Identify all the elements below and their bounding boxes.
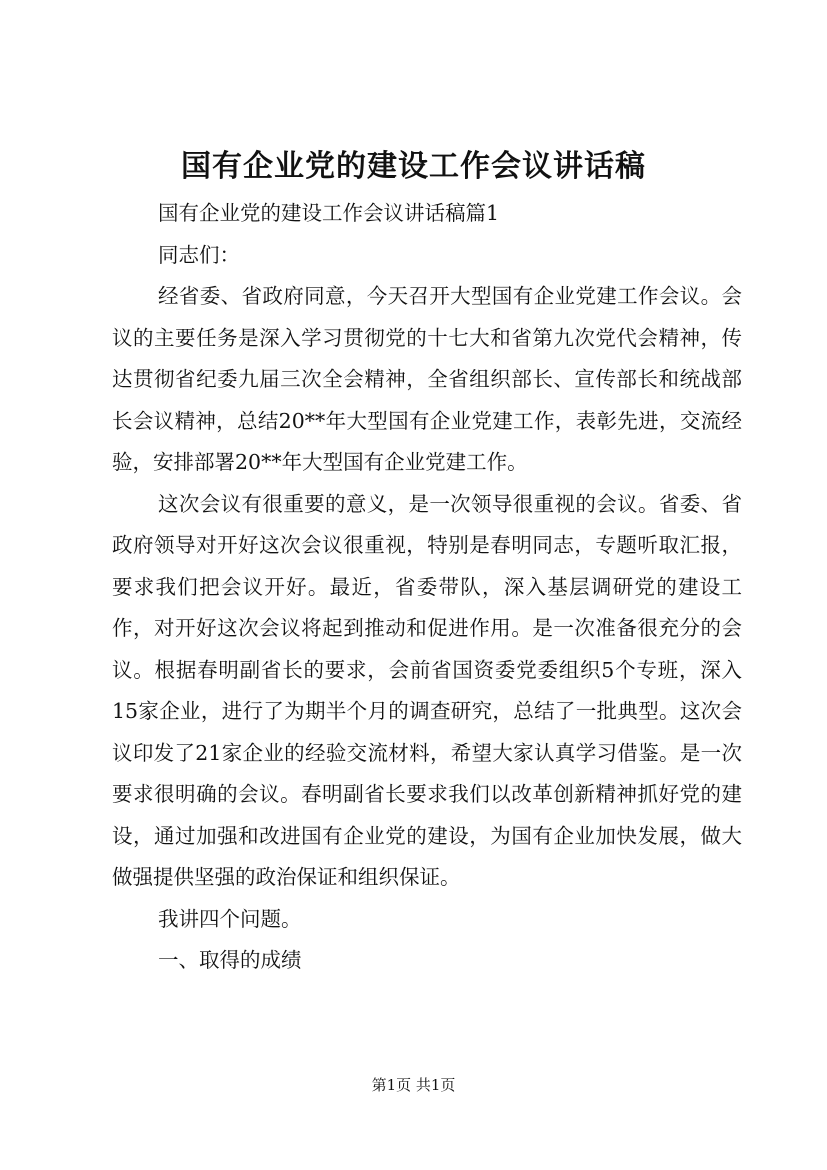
document-title: 国有企业党的建设工作会议讲话稿 <box>181 149 646 184</box>
body-paragraph: 我讲四个问题。 <box>158 906 302 931</box>
section-heading: 一、取得的成绩 <box>158 948 302 972</box>
document-body <box>112 193 742 982</box>
page-footer: 第1页 共1页 <box>371 1076 456 1094</box>
body-paragraph: 这次会议有很重要的意义，是一次领导很重视的会议。省委、省政府领导对开好这次会议很重视，特别是春明同志，专题听取汇报，要求我们把会议开好。最近，省委带队，深入基层调研党的建设工作，对开好这次会议将起到推动和促进作用。是一次准备很充分的会议。根据春明副省长的要求，会前省国资委党委组织5个专班，深入15家企业，进行了为期半个月的调查研究，总结了一批典型。这次会议印发了21家企业的经验交流材料，希望大家认真学习借鉴。是一次要求很明确的会议。春明副省长要求我们以改革创新精神抓好党的建设，通过加强和改进国有企业党的建设，为国有企业加快发展，做大做强提供坚强的政治保证和组织保证。 <box>112 491 742 889</box>
body-paragraph: 经省委、省政府同意，今天召开大型国有企业党建工作会议。会议的主要任务是深入学习贯彻党的十七大和省第九次党代会精神，传达贯彻省纪委九届三次全会精神，全省组织部长、宣传部长和统战部长会议精神，总结20**年大型国有企业党建工作，表彰先进，交流经验，安排部署20**年大型国有企业党建工作。 <box>112 284 742 474</box>
salutation-paragraph: 同志们： <box>158 242 240 267</box>
subtitle-paragraph: 国有企业党的建设工作会议讲话稿篇1 <box>158 201 500 225</box>
